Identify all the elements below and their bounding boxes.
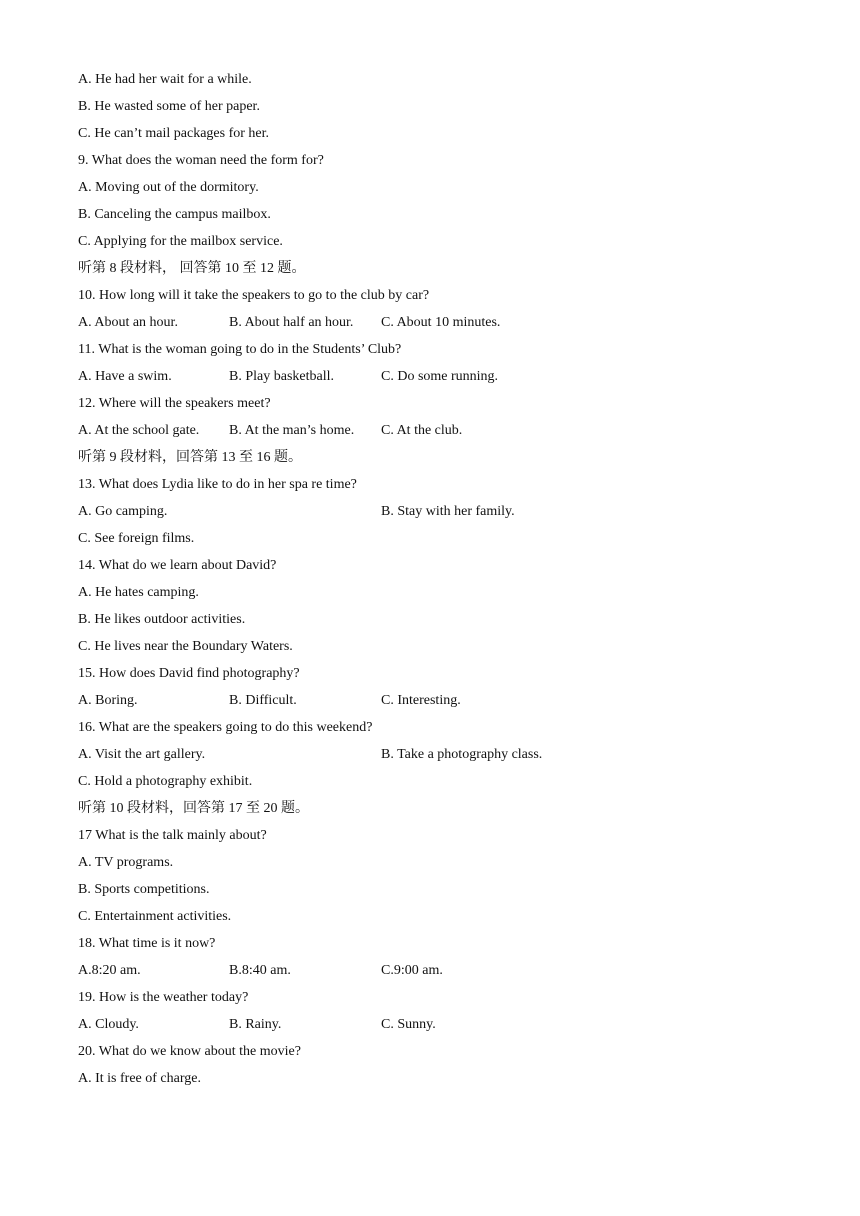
text-line: A. He hates camping. [78, 585, 199, 600]
text-line: C. Hold a photography exhibit. [78, 774, 253, 789]
text-line: 16. What are the speakers going to do this weekend? [78, 720, 373, 735]
text-line: 13. What does Lydia like to do in her spa re time? [78, 477, 357, 492]
option-choice: A.8:20 am. [78, 963, 141, 978]
text-line: C. See foreign films. [78, 531, 195, 546]
option-row [78, 363, 798, 390]
option-choice: B. Take a photography class. [381, 747, 543, 762]
text-line: 20. What do we know about the movie? [78, 1044, 301, 1059]
text-line: B. He likes outdoor activities. [78, 612, 246, 627]
option-choice: B. At the man’s home. [229, 423, 355, 438]
option-row [78, 498, 798, 525]
option-choice: B. Play basketball. [229, 369, 334, 384]
option-choice: B. Rainy. [229, 1017, 282, 1032]
option-choice: A. Visit the art gallery. [78, 747, 206, 762]
text-line: C. Applying for the mailbox service. [78, 234, 283, 249]
option-choice: C.9:00 am. [381, 963, 443, 978]
text-line: B. Sports competitions. [78, 882, 210, 897]
text-line: C. He can’t mail packages for her. [78, 126, 270, 141]
text-line: 19. How is the weather today? [78, 990, 249, 1005]
text-line: 听第 8 段材料， 回答第 10 至 12 题。 [78, 261, 306, 276]
text-line: 10. How long will it take the speakers to go to the club by car? [78, 288, 430, 303]
option-choice: A. Boring. [78, 693, 138, 708]
text-line: 14. What do we learn about David? [78, 558, 277, 573]
option-row [78, 309, 798, 336]
option-choice: A. Cloudy. [78, 1017, 139, 1032]
option-choice: B.8:40 am. [229, 963, 291, 978]
document-page [78, 66, 798, 1092]
option-choice: B. About half an hour. [229, 315, 354, 330]
text-line: A. He had her wait for a while. [78, 72, 252, 87]
text-line: 17 What is the talk mainly about? [78, 828, 267, 843]
option-choice: C. Do some running. [381, 369, 499, 384]
text-line: C. Entertainment activities. [78, 909, 232, 924]
option-row [78, 417, 798, 444]
option-choice: C. At the club. [381, 423, 463, 438]
text-line: A. Moving out of the dormitory. [78, 180, 259, 195]
text-line: B. Canceling the campus mailbox. [78, 207, 271, 222]
text-line: B. He wasted some of her paper. [78, 99, 260, 114]
text-line: 12. Where will the speakers meet? [78, 396, 271, 411]
text-line: 听第 10 段材料，回答第 17 至 20 题。 [78, 801, 309, 816]
option-row [78, 741, 798, 768]
text-line: A. TV programs. [78, 855, 174, 870]
option-choice: B. Stay with her family. [381, 504, 515, 519]
option-choice: A. About an hour. [78, 315, 178, 330]
option-row [78, 1011, 798, 1038]
option-choice: A. Go camping. [78, 504, 168, 519]
text-line: 15. How does David find photography? [78, 666, 300, 681]
option-choice: C. Interesting. [381, 693, 461, 708]
text-line: 听第 9 段材料，回答第 13 至 16 题。 [78, 450, 302, 465]
option-row [78, 957, 798, 984]
option-choice: C. About 10 minutes. [381, 315, 501, 330]
text-line: C. He lives near the Boundary Waters. [78, 639, 293, 654]
text-line: 11. What is the woman going to do in the Students’ Club? [78, 342, 402, 357]
option-row [78, 687, 798, 714]
option-choice: C. Sunny. [381, 1017, 436, 1032]
text-line: 9. What does the woman need the form for? [78, 153, 324, 168]
option-choice: B. Difficult. [229, 693, 297, 708]
option-choice: A. At the school gate. [78, 423, 200, 438]
text-line: 18. What time is it now? [78, 936, 216, 951]
option-choice: A. Have a swim. [78, 369, 172, 384]
text-line: A. It is free of charge. [78, 1071, 201, 1086]
